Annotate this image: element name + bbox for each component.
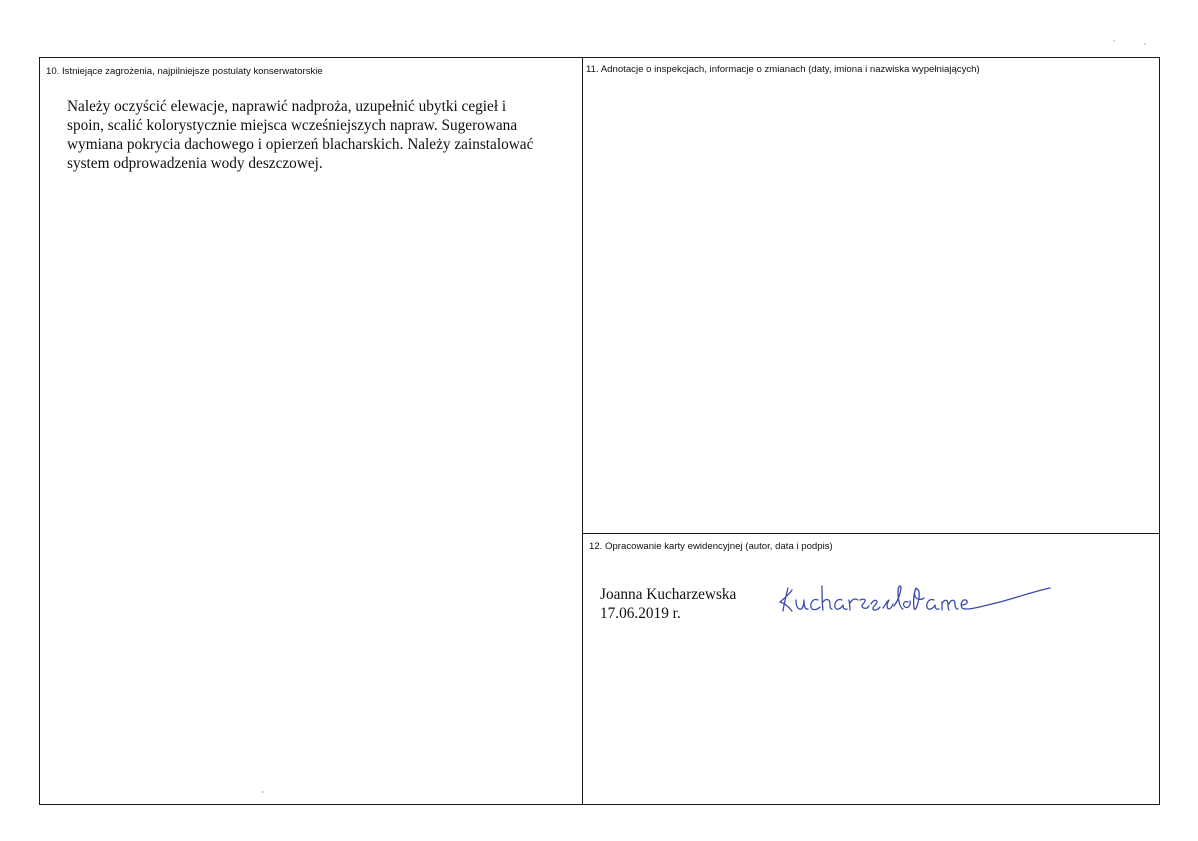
scan-speck <box>262 791 264 793</box>
section-12-heading: 12. Opracowanie karty ewidencyjnej (autor, data i podpis) <box>589 541 833 552</box>
scan-speck <box>1144 43 1146 45</box>
author-block <box>600 585 736 623</box>
author-date: 17.06.2019 r. <box>600 605 681 622</box>
section-10-text-line: system odprowadzenia wody deszczowej. <box>67 155 323 172</box>
section-10-text <box>67 97 572 173</box>
handwritten-signature <box>770 578 1060 618</box>
section-10-text-line: Należy oczyścić elewacje, naprawić nadproża, uzupełnić ubytki cegieł i <box>67 98 507 115</box>
row-divider <box>582 533 1160 534</box>
author-name: Joanna Kucharzewska <box>600 586 737 603</box>
signature-drawing <box>770 578 1060 618</box>
section-10-text-line: spoin, scalić kolorystycznie miejsca wcześniejszych napraw. Sugerowana <box>67 117 518 134</box>
section-10-heading: 10. Istniejące zagrożenia, najpilniejsze postulaty konserwatorskie <box>46 66 323 77</box>
scan-speck <box>1113 40 1115 42</box>
section-11-heading: 11. Adnotacje o inspekcjach, informacje o zmianach (daty, imiona i nazwiska wypełniających) <box>586 64 980 75</box>
column-divider <box>582 57 583 805</box>
section-10-text-line: wymiana pokrycia dachowego i opierzeń blacharskich. Należy zainstalować <box>67 136 534 153</box>
